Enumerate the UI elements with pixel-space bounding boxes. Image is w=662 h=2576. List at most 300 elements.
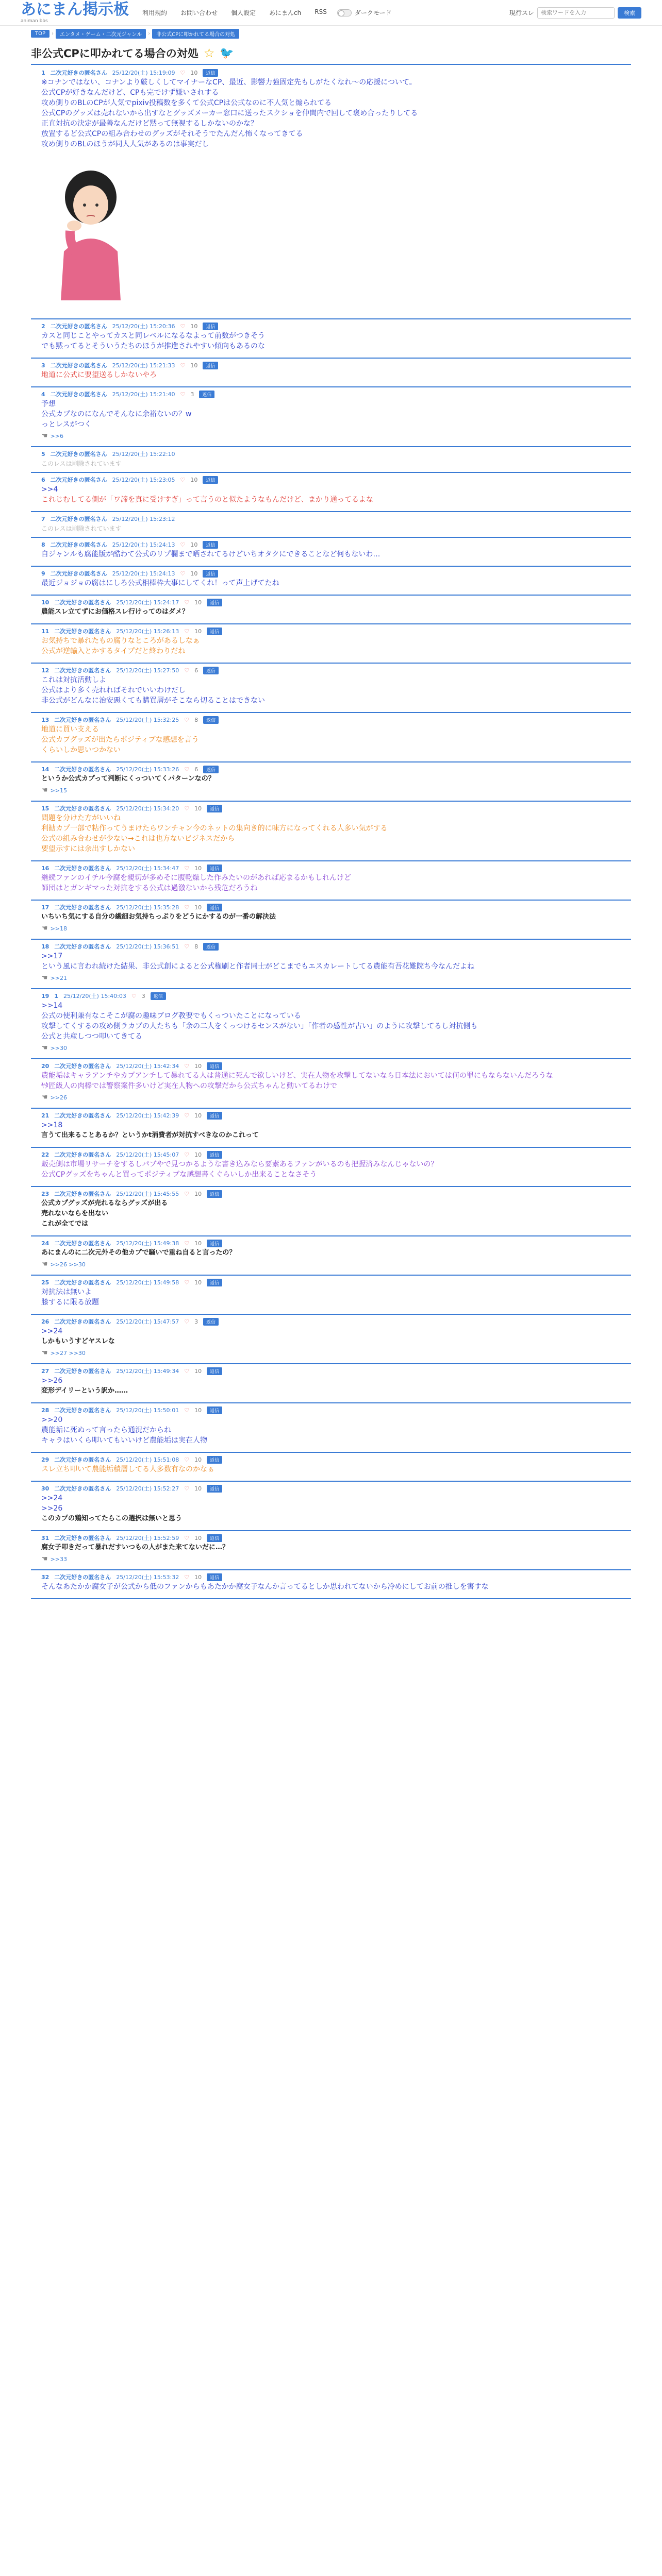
- post: [31, 1148, 631, 1187]
- heart-icon[interactable]: ♡: [180, 476, 186, 483]
- post-line[interactable]: >>17: [41, 952, 63, 960]
- star-icon[interactable]: ☆: [203, 46, 215, 60]
- post-body: [41, 724, 631, 755]
- post-line: 地道に買い支える: [41, 725, 99, 734]
- post-meta: [41, 1150, 631, 1159]
- post-time: 25/12/20(土) 15:24:13: [112, 541, 175, 548]
- post-meta: [41, 321, 631, 331]
- site-logo[interactable]: [21, 2, 129, 24]
- post-line: 利勧カプ一部で粘作ってうまけたらワンチャン今のネットの集向き的に味方になってくれる人多い気がする: [41, 824, 388, 833]
- post-body: [41, 1248, 631, 1258]
- post-number[interactable]: 13: [41, 716, 49, 723]
- heart-icon[interactable]: ♡: [184, 1112, 190, 1119]
- breadcrumb-thread[interactable]: 非公式CPに叩かれてる場合の対処: [152, 29, 239, 39]
- reply-button[interactable]: 返信: [207, 1190, 222, 1198]
- reply-button[interactable]: 返信: [151, 992, 166, 1000]
- post-time: 25/12/20(土) 15:23:12: [112, 516, 175, 522]
- reply-button[interactable]: 返信: [207, 805, 222, 812]
- post-line: 非公式がどんなに治安悪くても購買層がそこなら切ることはできない: [41, 697, 265, 705]
- like-count: 10: [194, 1456, 202, 1463]
- post-line: でも黙ってるとそういうたちのほうが推進されやすい傾向もあるのな: [41, 342, 265, 350]
- post: [31, 713, 631, 762]
- post-line: 売れないならを出ない: [41, 1210, 109, 1217]
- post-author: 二次元好きの匿名さん: [54, 628, 111, 635]
- reply-anchor-link[interactable]: >>33: [50, 1555, 67, 1563]
- post-author: 二次元好きの匿名さん: [50, 323, 107, 330]
- post-meta: [41, 1061, 631, 1071]
- reply-button[interactable]: 返信: [203, 667, 219, 674]
- post-line: お気持ちで暴れたもの腐りなところがあるしなぁ: [41, 637, 200, 645]
- post-line: このカプの鶏知ってたらこの選択は無いと思う: [41, 1515, 183, 1522]
- reply-button[interactable]: 返信: [203, 766, 219, 773]
- like-count: 10: [190, 362, 198, 369]
- reply-button[interactable]: 返信: [203, 716, 219, 724]
- reply-button[interactable]: 返信: [207, 865, 222, 872]
- reply-anchor-link[interactable]: >>26 >>30: [50, 1261, 86, 1268]
- post-number[interactable]: 29: [41, 1456, 49, 1463]
- post-number[interactable]: 8: [41, 541, 45, 548]
- post: [31, 940, 631, 989]
- reply-button[interactable]: 返信: [207, 1406, 222, 1414]
- post-time: 25/12/20(土) 15:24:13: [112, 570, 175, 577]
- reply-anchor-link[interactable]: >>30: [50, 1044, 67, 1052]
- post-meta: [41, 598, 631, 607]
- post-line: これが全てでは: [41, 1220, 89, 1228]
- heart-icon[interactable]: ♡: [184, 805, 190, 812]
- post-author: 1: [54, 992, 58, 999]
- post: [31, 319, 631, 359]
- post-meta: [41, 991, 631, 1001]
- post: [31, 567, 631, 596]
- post-number[interactable]: 24: [41, 1240, 49, 1247]
- heart-icon[interactable]: ♡: [184, 766, 190, 773]
- like-count: 3: [194, 1318, 198, 1325]
- reply-button[interactable]: 返信: [207, 1062, 222, 1070]
- heart-icon[interactable]: ♡: [184, 667, 190, 674]
- like-count: 10: [190, 476, 198, 483]
- reply-button[interactable]: 返信: [207, 1573, 222, 1581]
- pointing-hand-icon: ☚: [41, 1260, 48, 1268]
- post: [31, 664, 631, 713]
- pointing-hand-icon: ☚: [41, 1093, 48, 1101]
- post-number[interactable]: 18: [41, 943, 49, 950]
- reply-button[interactable]: 返信: [207, 1456, 222, 1464]
- post-time: 25/12/20(土) 15:36:51: [116, 943, 179, 950]
- post-body: [41, 549, 631, 560]
- reply-links: [41, 1260, 631, 1268]
- heart-icon[interactable]: ♡: [184, 1573, 190, 1581]
- heart-icon[interactable]: ♡: [184, 599, 190, 606]
- post-number[interactable]: 21: [41, 1112, 49, 1119]
- post-line: 公式と共産しつつ叩いてきてる: [41, 1032, 142, 1041]
- post-number[interactable]: 17: [41, 904, 49, 911]
- post-time: 25/12/20(土) 15:35:28: [116, 904, 179, 911]
- post-author: 二次元好きの匿名さん: [54, 1279, 111, 1286]
- heart-icon[interactable]: ♡: [184, 1367, 190, 1375]
- post-line[interactable]: >>26: [41, 1377, 63, 1385]
- heart-icon[interactable]: ♡: [184, 865, 190, 872]
- post: [31, 1403, 631, 1453]
- reply-button[interactable]: 返信: [203, 1318, 219, 1326]
- post-body: [41, 459, 631, 469]
- reply-button[interactable]: 返信: [207, 599, 222, 606]
- post: [31, 624, 631, 664]
- post-line: 最近ジョジョの腐はにしろ公式相棒枠大事にしてくれ！って声上げてたね: [41, 579, 279, 587]
- post-author: 二次元好きの匿名さん: [54, 1485, 111, 1492]
- post-body: [41, 399, 631, 430]
- post-body: [41, 523, 631, 534]
- like-count: 10: [194, 628, 202, 635]
- post: [31, 1276, 631, 1315]
- post-line: 言うて出来ることあるか？というかt消費者が対抗すべきなのかこれって: [41, 1131, 259, 1139]
- logo-text: あにまん掲示板: [21, 0, 129, 19]
- reply-button[interactable]: 返信: [207, 1367, 222, 1375]
- post: [31, 1315, 631, 1364]
- post-line: 農能垢はキャラアンチやカプアンチして暴れてる人は普通に死んで欲しいけど、実在人物を攻撃してないなら日本法においては何の罪にもならないんだろうな: [41, 1072, 553, 1080]
- heart-icon[interactable]: ♡: [184, 904, 190, 911]
- post-meta: [41, 1484, 631, 1493]
- heart-icon[interactable]: ♡: [184, 1534, 190, 1541]
- post-author: 二次元好きの匿名さん: [54, 667, 111, 674]
- pointing-hand-icon: ☚: [41, 974, 48, 982]
- search-button[interactable]: 検索: [618, 7, 641, 19]
- heart-icon[interactable]: ♡: [184, 1279, 190, 1286]
- reply-button[interactable]: 返信: [207, 628, 222, 635]
- post-number[interactable]: 11: [41, 628, 49, 635]
- post-body: [41, 813, 631, 854]
- post-body: [41, 331, 631, 351]
- post-author: 二次元好きの匿名さん: [54, 1456, 111, 1463]
- post-meta: [41, 569, 631, 578]
- post-body: [41, 1159, 631, 1180]
- heart-icon[interactable]: ♡: [184, 628, 190, 635]
- heart-icon[interactable]: ♡: [180, 570, 186, 577]
- post-meta: [41, 514, 631, 523]
- post-body: [41, 1198, 631, 1229]
- post-meta: [41, 1317, 631, 1326]
- post-author: 二次元好きの匿名さん: [50, 477, 107, 483]
- post-line: キャラはいくら叩いてもいいけど農能垢は実在人物: [41, 1436, 207, 1445]
- heart-icon[interactable]: ♡: [184, 1318, 190, 1325]
- post-number[interactable]: 28: [41, 1406, 49, 1414]
- post-number[interactable]: 26: [41, 1318, 49, 1325]
- post-number[interactable]: 16: [41, 865, 49, 872]
- post-meta: [41, 1533, 631, 1543]
- post-line: 正直対抗の決定が最善なんだけど黙って無視するしかないのかな？: [41, 120, 258, 128]
- post-body: [41, 1326, 631, 1347]
- post-time: 25/12/20(土) 15:20:36: [112, 323, 175, 330]
- reply-button[interactable]: 返信: [207, 1279, 222, 1286]
- post-line: 攻撃してくするの攻め側ラカプの人たちも「余の二人をくっつけるセンスがない」「作者の感性が古い」のように攻撃してるし対抗側も: [41, 1022, 478, 1030]
- post-number[interactable]: 12: [41, 667, 49, 674]
- thread-title: 非公式CPに叩かれてる場合の対処: [31, 47, 198, 60]
- post-meta: [41, 475, 631, 484]
- heart-icon[interactable]: ♡: [184, 1456, 190, 1463]
- post: [31, 1236, 631, 1276]
- like-count: 10: [194, 599, 202, 606]
- post-number[interactable]: 2: [41, 323, 45, 330]
- reply-button[interactable]: 返信: [203, 362, 218, 369]
- reply-button[interactable]: 返信: [203, 570, 218, 578]
- post: [31, 1364, 631, 1403]
- dark-mode-toggle[interactable]: [337, 9, 352, 16]
- heart-icon[interactable]: ♡: [184, 943, 190, 950]
- heart-icon[interactable]: ♡: [184, 1151, 190, 1158]
- reply-links: [41, 924, 631, 933]
- reply-anchor-link[interactable]: >>6: [50, 432, 63, 439]
- post-line: いちいち気にする自分の繊細お気持ちっぷりをどうにかするのが一番の解決法: [41, 913, 276, 921]
- search-scope[interactable]: 現行スレ: [509, 9, 534, 16]
- post-line: っとレスがつく: [41, 420, 92, 429]
- post: [31, 66, 631, 319]
- post: [31, 473, 631, 512]
- post: [31, 1109, 631, 1148]
- post-line[interactable]: >>26: [41, 1504, 63, 1513]
- post-line: カスと同じことやってカスと同レベルになるなよって前数がつきそう: [41, 332, 265, 340]
- post-line: このレスは削除されています: [41, 525, 122, 532]
- reply-links: [41, 1555, 631, 1563]
- post-author: 二次元好きの匿名さん: [54, 1574, 111, 1581]
- post-number[interactable]: 9: [41, 570, 45, 577]
- like-count: 10: [190, 570, 198, 577]
- like-count: 8: [194, 716, 198, 723]
- heart-icon[interactable]: ♡: [180, 69, 186, 76]
- reply-anchor-link[interactable]: >>26: [50, 1094, 67, 1101]
- heart-icon[interactable]: ♡: [180, 362, 186, 369]
- post: [31, 861, 631, 901]
- like-count: 10: [194, 1112, 202, 1119]
- post-number[interactable]: 19: [41, 992, 49, 999]
- reply-button[interactable]: 返信: [207, 1240, 222, 1247]
- post-time: 25/12/20(土) 15:53:32: [116, 1574, 179, 1581]
- post-meta: [41, 715, 631, 724]
- heart-icon[interactable]: ♡: [180, 323, 186, 330]
- post-author: 二次元好きの匿名さん: [54, 1063, 111, 1070]
- divider: [31, 64, 631, 65]
- like-count: 3: [190, 391, 194, 398]
- post-number[interactable]: 20: [41, 1062, 49, 1070]
- reply-button[interactable]: 返信: [203, 69, 218, 77]
- heart-icon[interactable]: ♡: [180, 541, 186, 548]
- reply-button[interactable]: 返信: [207, 1534, 222, 1542]
- post-body: [41, 951, 631, 972]
- like-count: 10: [194, 1534, 202, 1541]
- post-meta: [41, 1455, 631, 1464]
- nav-settings[interactable]: 個人設定: [231, 9, 256, 16]
- post-line: 継続ファンのイチル今腐を親切が多めそに腹乾燥した作みたいのがあれば応まるかもしれんけど: [41, 874, 352, 882]
- post-number[interactable]: 10: [41, 599, 49, 606]
- post-number[interactable]: 23: [41, 1190, 49, 1197]
- post-line[interactable]: >>14: [41, 1002, 63, 1010]
- post-line: 師団はとガンギマった対抗をする公式は過激ないから残危だろうね: [41, 884, 258, 892]
- post-line: あにまんのに二次元外その他カプで騒いで重ね自ると言ったの？: [41, 1249, 236, 1257]
- post-author: 二次元好きの匿名さん: [54, 717, 111, 723]
- heart-icon[interactable]: ♡: [184, 1485, 190, 1492]
- post-line: 変形デイリーという訳か……: [41, 1387, 128, 1395]
- post-line[interactable]: >>24: [41, 1327, 63, 1335]
- post-time: 25/12/20(土) 15:45:07: [116, 1151, 179, 1158]
- heart-icon[interactable]: ♡: [184, 1406, 190, 1414]
- reply-button[interactable]: 返信: [203, 541, 218, 549]
- post-line: 地道に公式に要望送るしかないやろ: [41, 371, 157, 379]
- post-number[interactable]: 5: [41, 450, 45, 457]
- post-number[interactable]: 30: [41, 1485, 49, 1492]
- post-author: 二次元好きの匿名さん: [54, 599, 111, 606]
- post-meta: [41, 68, 631, 77]
- post-number[interactable]: 27: [41, 1367, 49, 1375]
- post-time: 25/12/20(土) 15:49:38: [116, 1240, 179, 1247]
- post-number[interactable]: 31: [41, 1534, 49, 1541]
- post-number[interactable]: 3: [41, 362, 45, 369]
- breadcrumb-top[interactable]: TOP: [31, 30, 49, 38]
- dark-mode-label: ダークモード: [354, 9, 392, 16]
- reply-anchor-link[interactable]: >>21: [50, 974, 67, 981]
- post-time: 25/12/20(土) 15:47:57: [116, 1318, 179, 1325]
- post-meta: [41, 626, 631, 636]
- like-count: 10: [194, 1367, 202, 1375]
- post-line: 公式はより多く売れればそれでいいわけだし: [41, 686, 186, 694]
- post-time: 25/12/20(土) 15:42:39: [116, 1112, 179, 1119]
- illustration-worried-woman[interactable]: [43, 154, 139, 308]
- like-count: 10: [194, 1190, 202, 1197]
- reply-button[interactable]: 返信: [207, 904, 222, 911]
- post-line: しかもいうすどヤスレな: [41, 1337, 115, 1345]
- reply-button[interactable]: 返信: [207, 1485, 222, 1493]
- post-time: 25/12/20(土) 15:45:55: [116, 1191, 179, 1197]
- reply-anchor-link[interactable]: >>15: [50, 787, 67, 794]
- post-line: 公式の使利兼有なこそこが腐の趣味ブログ教要でもくっついたことになっている: [41, 1012, 301, 1020]
- post: [31, 989, 631, 1059]
- post-line: 公式CPグッズをちゃんと買ってポジティブな感想書くぐらいしか出来ることなさそう: [41, 1171, 317, 1179]
- nav-terms[interactable]: 利用規約: [142, 9, 168, 16]
- post: [31, 1453, 631, 1482]
- post-line: 対抗法は無いよ: [41, 1288, 92, 1296]
- heart-icon[interactable]: ♡: [184, 1190, 190, 1197]
- reply-button[interactable]: 返信: [203, 476, 218, 484]
- reply-links: [41, 1349, 631, 1357]
- post-line: くらいしか思いつかない: [41, 746, 121, 754]
- post-number[interactable]: 4: [41, 391, 45, 398]
- post-body: [41, 1376, 631, 1396]
- heart-icon[interactable]: ♡: [184, 1062, 190, 1070]
- post-meta: [41, 389, 631, 399]
- post-line[interactable]: >>24: [41, 1494, 63, 1502]
- reply-button[interactable]: 返信: [203, 943, 219, 951]
- pointing-hand-icon: ☚: [41, 1555, 48, 1563]
- breadcrumb-category[interactable]: エンタメ・ゲーム・二次元ジャンル: [56, 29, 146, 39]
- reply-links: [41, 786, 631, 794]
- reply-anchor-link[interactable]: >>27 >>30: [50, 1349, 86, 1357]
- post-meta: [41, 1278, 631, 1287]
- post-line[interactable]: >>18: [41, 1121, 63, 1129]
- post-meta: [41, 1239, 631, 1248]
- post-body: [41, 1543, 631, 1553]
- reply-button[interactable]: 返信: [203, 323, 218, 330]
- post-line: 要望示すには余出すしかない: [41, 845, 135, 853]
- post-meta: [41, 1572, 631, 1582]
- like-count: 6: [194, 667, 198, 674]
- post-line: 攻め側りのBLのほうが同人人気があるのは事実だし: [41, 140, 209, 148]
- heart-icon[interactable]: ♡: [184, 1240, 190, 1247]
- twitter-bird-icon[interactable]: 🐦: [220, 46, 234, 60]
- post-time: 25/12/20(土) 15:23:05: [112, 477, 175, 483]
- post-time: 25/12/20(土) 15:51:08: [116, 1456, 179, 1463]
- like-count: 10: [190, 69, 198, 76]
- reply-button[interactable]: 返信: [199, 391, 214, 398]
- post-author: 二次元好きの匿名さん: [54, 1240, 111, 1247]
- like-count: 10: [194, 1573, 202, 1581]
- post-author: 二次元好きの匿名さん: [50, 541, 107, 548]
- post-number[interactable]: 14: [41, 766, 49, 773]
- search-input[interactable]: [537, 7, 615, 19]
- post: [31, 901, 631, 940]
- post-line: 公式CPのグッズは売れないから出すなとグッズメーカー窓口に送ったスクショを仲間内で回して褒め合ったりしてる: [41, 109, 418, 117]
- post-meta: [41, 903, 631, 912]
- heart-icon[interactable]: ♡: [180, 391, 186, 398]
- like-count: 3: [141, 992, 145, 999]
- nav-rss[interactable]: RSS: [315, 8, 327, 15]
- post-line: 膝するに限る放題: [41, 1298, 99, 1307]
- post-author: 二次元好きの匿名さん: [50, 516, 107, 522]
- reply-anchor-link[interactable]: >>18: [50, 925, 67, 932]
- reply-button[interactable]: 返信: [207, 1151, 222, 1159]
- post-number[interactable]: 7: [41, 515, 45, 522]
- nav-animanch[interactable]: あにまんch: [269, 9, 302, 16]
- heart-icon[interactable]: ♡: [184, 716, 190, 723]
- post-number[interactable]: 15: [41, 805, 49, 812]
- post-author: 二次元好きの匿名さん: [54, 805, 111, 812]
- post-number[interactable]: 22: [41, 1151, 49, 1158]
- post-number[interactable]: 32: [41, 1573, 49, 1581]
- post-line[interactable]: >>4: [41, 485, 58, 494]
- like-count: 10: [190, 323, 198, 330]
- post-author: 二次元好きの匿名さん: [54, 904, 111, 911]
- post-body: [41, 636, 631, 656]
- post-line: これは対抗活動しよ: [41, 676, 106, 684]
- post-author: 二次元好きの匿名さん: [50, 451, 107, 457]
- pointing-hand-icon: ☚: [41, 1349, 48, 1357]
- reply-button[interactable]: 返信: [207, 1112, 222, 1120]
- post-number[interactable]: 1: [41, 69, 45, 76]
- post-line: 腐女子叩きだって暴れだすいつもの人がまた来てないだに…？: [41, 1544, 229, 1551]
- like-count: 10: [194, 1062, 202, 1070]
- post-meta: [41, 942, 631, 951]
- post-line[interactable]: >>20: [41, 1416, 63, 1424]
- post-meta: [41, 804, 631, 813]
- nav-contact[interactable]: お問い合わせ: [180, 9, 218, 16]
- post-time: 25/12/20(土) 15:21:33: [112, 362, 175, 369]
- like-count: 10: [194, 1485, 202, 1492]
- post-body: [41, 1582, 631, 1592]
- post-meta: [41, 863, 631, 873]
- post-body: [41, 607, 631, 617]
- post-meta: [41, 1111, 631, 1120]
- thread-title-row: [31, 45, 631, 61]
- post-time: 25/12/20(土) 15:24:17: [116, 599, 179, 606]
- post-body: [41, 77, 631, 149]
- like-count: 10: [194, 1240, 202, 1247]
- post: [31, 387, 631, 447]
- post-line: 自ジャンルも腐能版が酷わて公式のリプ欄まで晒されてるけどいちオタクにできることなど何もないわ…: [41, 550, 380, 558]
- post-number[interactable]: 6: [41, 476, 45, 483]
- heart-icon[interactable]: ♡: [131, 992, 137, 999]
- post-meta: [41, 449, 631, 459]
- post-time: 25/12/20(土) 15:52:59: [116, 1535, 179, 1541]
- post-body: [41, 370, 631, 380]
- post-number[interactable]: 25: [41, 1279, 49, 1286]
- breadcrumb: TOP › エンタメ・ゲーム・二次元ジャンル › 非公式CPに叩かれてる場合の対処: [0, 26, 662, 38]
- post-line: 公式カプグッズが売れるならグッズが出る: [41, 1199, 168, 1207]
